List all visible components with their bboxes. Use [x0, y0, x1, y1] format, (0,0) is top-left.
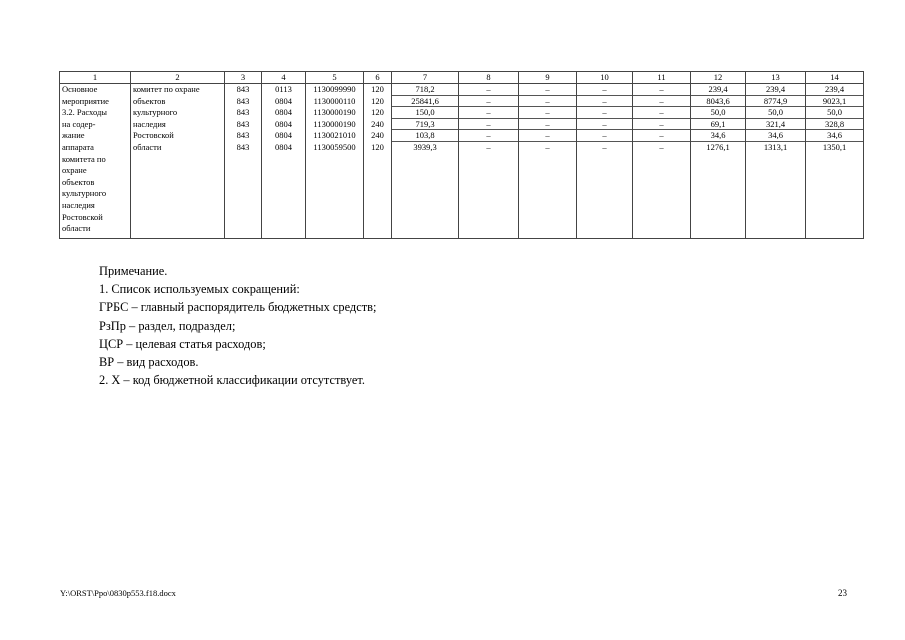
note-line: ЦСР – целевая статья расходов; — [99, 336, 266, 351]
notes-title: Примечание. — [99, 264, 168, 278]
amount-col11-cell: – – – – – – — [633, 84, 691, 239]
table-row — [60, 84, 864, 239]
footer-file-path: Y:\ORST\Ppo\0830p553.f18.docx — [60, 588, 176, 598]
column-header: 12 — [691, 72, 746, 84]
note-line: 1. Список используемых сокращений: — [99, 282, 300, 297]
rzpr-cell: 0113 0804 0804 0804 0804 0804 — [262, 84, 306, 239]
note-line: 2. Х – код бюджетной классификации отсутствует. — [99, 373, 365, 388]
vr-cell: 120 120 120 240 240 120 — [364, 84, 392, 239]
column-header: 4 — [262, 72, 306, 84]
grbs-cell: 843 843 843 843 843 843 — [225, 84, 262, 239]
event-description: Основное мероприятие 3.2. Расходы на содер- жание аппарата комитета по охране объектов культурного наследия Ростовской области — [62, 84, 109, 234]
budget-table — [59, 71, 864, 239]
note-line: ГРБС – главный распорядитель бюджетных средств; — [99, 300, 377, 315]
note-line: ВР – вид расходов. — [99, 355, 199, 370]
csr-cell: 1130099990 1130000110 1130000190 1130000190 1130021010 1130059500 — [306, 84, 364, 239]
note-line: РзПр – раздел, подраздел; — [99, 318, 236, 333]
column-header: 7 — [392, 72, 459, 84]
column-header: 11 — [633, 72, 691, 84]
amount-col14-cell: 239,4 9023,1 50,0 328,8 34,6 1350,1 — [806, 84, 864, 239]
column-header: 9 — [519, 72, 577, 84]
amount-col10-cell: – – – – – – — [577, 84, 633, 239]
column-header: 3 — [225, 72, 262, 84]
column-header: 1 — [60, 72, 131, 84]
column-header: 2 — [131, 72, 225, 84]
amount-col9-cell: – – – – – – — [519, 84, 577, 239]
event-description-cell — [60, 84, 131, 239]
page-number: 23 — [838, 588, 847, 598]
amount-col12-cell: 239,4 8043,6 50,0 69,1 34,6 1276,1 — [691, 84, 746, 239]
notes-section — [99, 262, 376, 389]
amount-col7-cell: 718,2 25841,6 150,0 719,3 103,8 3939,3 — [392, 84, 459, 239]
column-header: 6 — [364, 72, 392, 84]
table-header-row — [60, 72, 864, 84]
executor-cell — [131, 84, 225, 239]
column-header: 8 — [459, 72, 519, 84]
column-header: 13 — [746, 72, 806, 84]
column-header: 10 — [577, 72, 633, 84]
amount-col13-cell: 239,4 8774,9 50,0 321,4 34,6 1313,1 — [746, 84, 806, 239]
column-header: 14 — [806, 72, 864, 84]
amount-col8-cell: – – – – – – — [459, 84, 519, 239]
column-header: 5 — [306, 72, 364, 84]
executor-name: комитет по охране объектов культурного наследия Ростовской области — [133, 84, 200, 152]
